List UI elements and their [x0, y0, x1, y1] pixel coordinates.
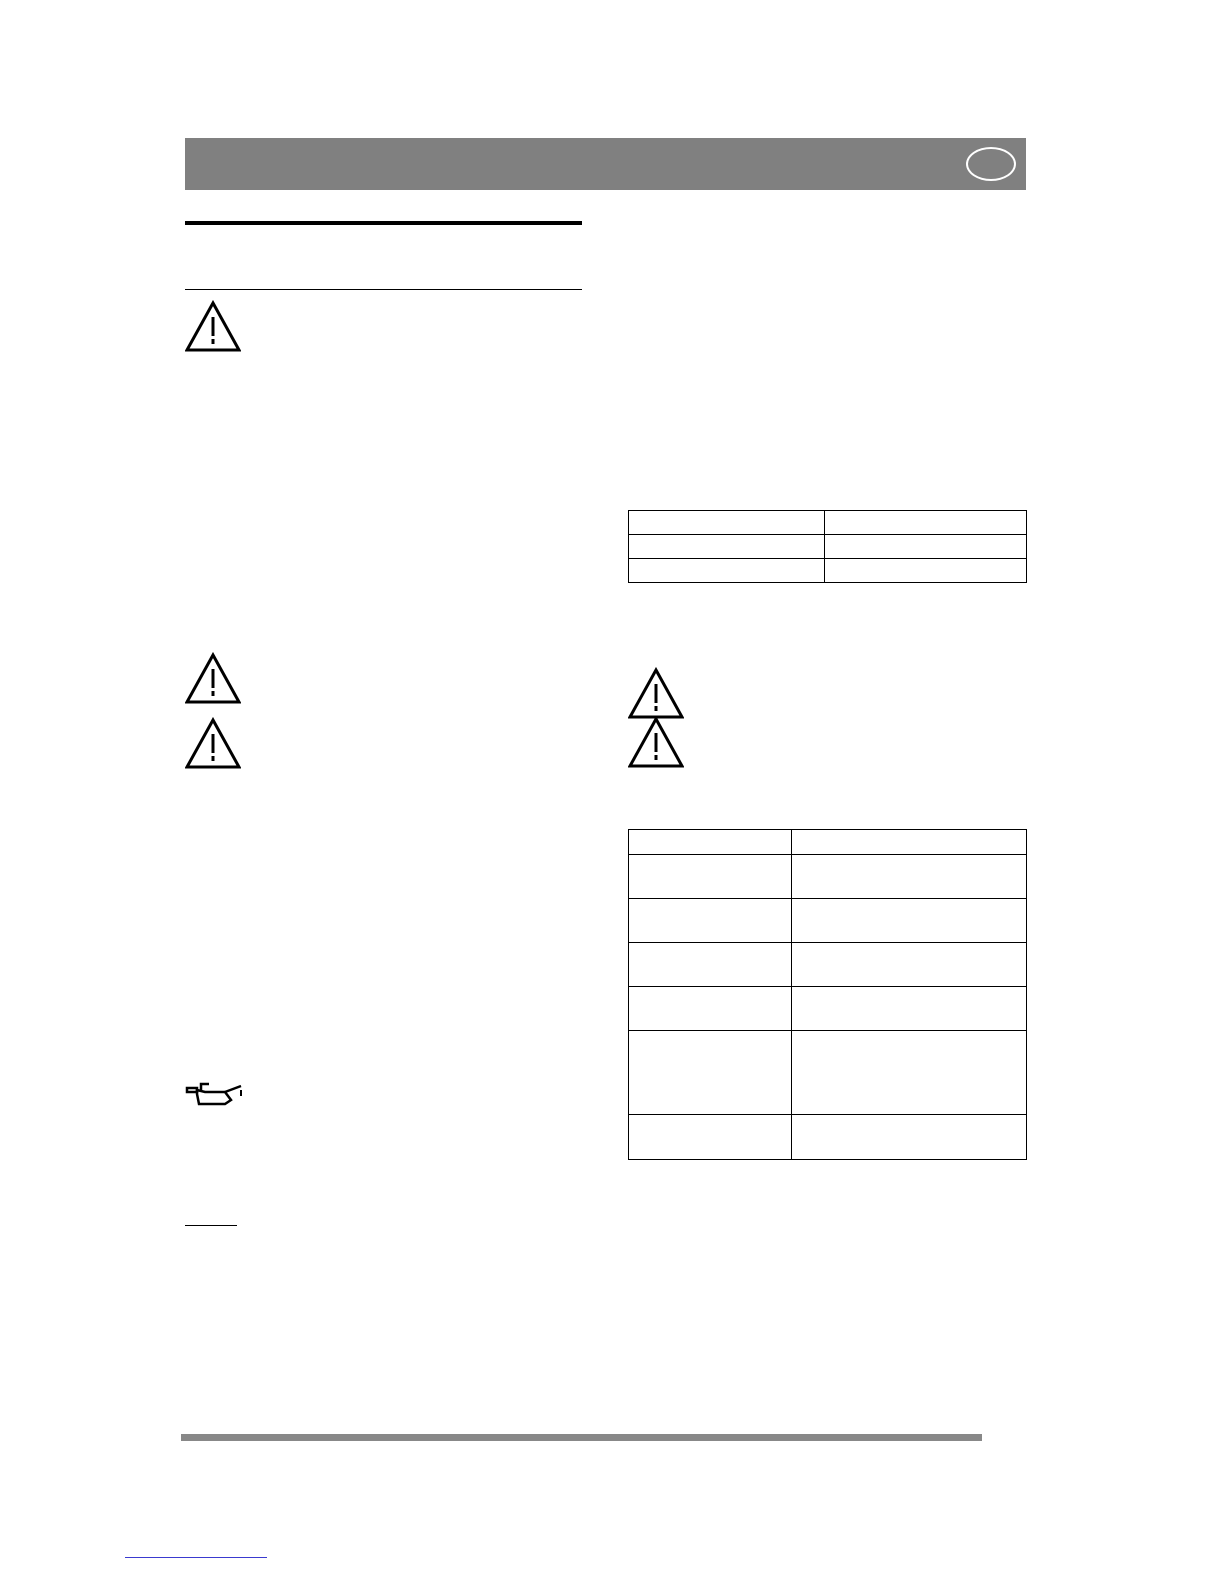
table-row [629, 1031, 1027, 1115]
table-row [629, 559, 1027, 583]
short-underline-rule [185, 1225, 237, 1226]
header-bar [185, 138, 1026, 190]
table-cell [825, 559, 1027, 583]
table-cell [825, 511, 1027, 535]
section-rule-thick [185, 221, 582, 225]
table-row [629, 987, 1027, 1031]
table-row [629, 855, 1027, 899]
footer-bar [181, 1434, 982, 1441]
table-row [629, 830, 1027, 855]
table-row [629, 943, 1027, 987]
table-cell [792, 943, 1027, 987]
warning-triangle-icon [628, 716, 684, 768]
table-cell [629, 535, 825, 559]
warning-triangle-icon [185, 652, 241, 704]
table-cell [792, 987, 1027, 1031]
footnote-link-underline[interactable] [125, 1557, 267, 1558]
table-cell [629, 943, 792, 987]
table-cell [629, 830, 792, 855]
warning-triangle-icon [185, 300, 241, 352]
table-cell [792, 830, 1027, 855]
table-cell [792, 1031, 1027, 1115]
table-cell [629, 855, 792, 899]
warning-triangle-icon [185, 717, 241, 769]
language-badge [966, 147, 1016, 181]
warning-triangle-icon [628, 667, 684, 719]
table-cell [792, 1115, 1027, 1160]
table-cell [792, 855, 1027, 899]
table-cell [792, 899, 1027, 943]
section-rule-thin [185, 289, 582, 290]
table-row [629, 899, 1027, 943]
table-cell [629, 987, 792, 1031]
table-cell [629, 1115, 792, 1160]
table-row [629, 511, 1027, 535]
table-1 [628, 510, 1027, 583]
oil-can-icon [185, 1080, 245, 1110]
table-row [629, 535, 1027, 559]
table-2 [628, 829, 1027, 1160]
table-cell [629, 559, 825, 583]
table-cell [629, 1031, 792, 1115]
table-cell [629, 511, 825, 535]
table-row [629, 1115, 1027, 1160]
table-cell [629, 899, 792, 943]
table-cell [825, 535, 1027, 559]
